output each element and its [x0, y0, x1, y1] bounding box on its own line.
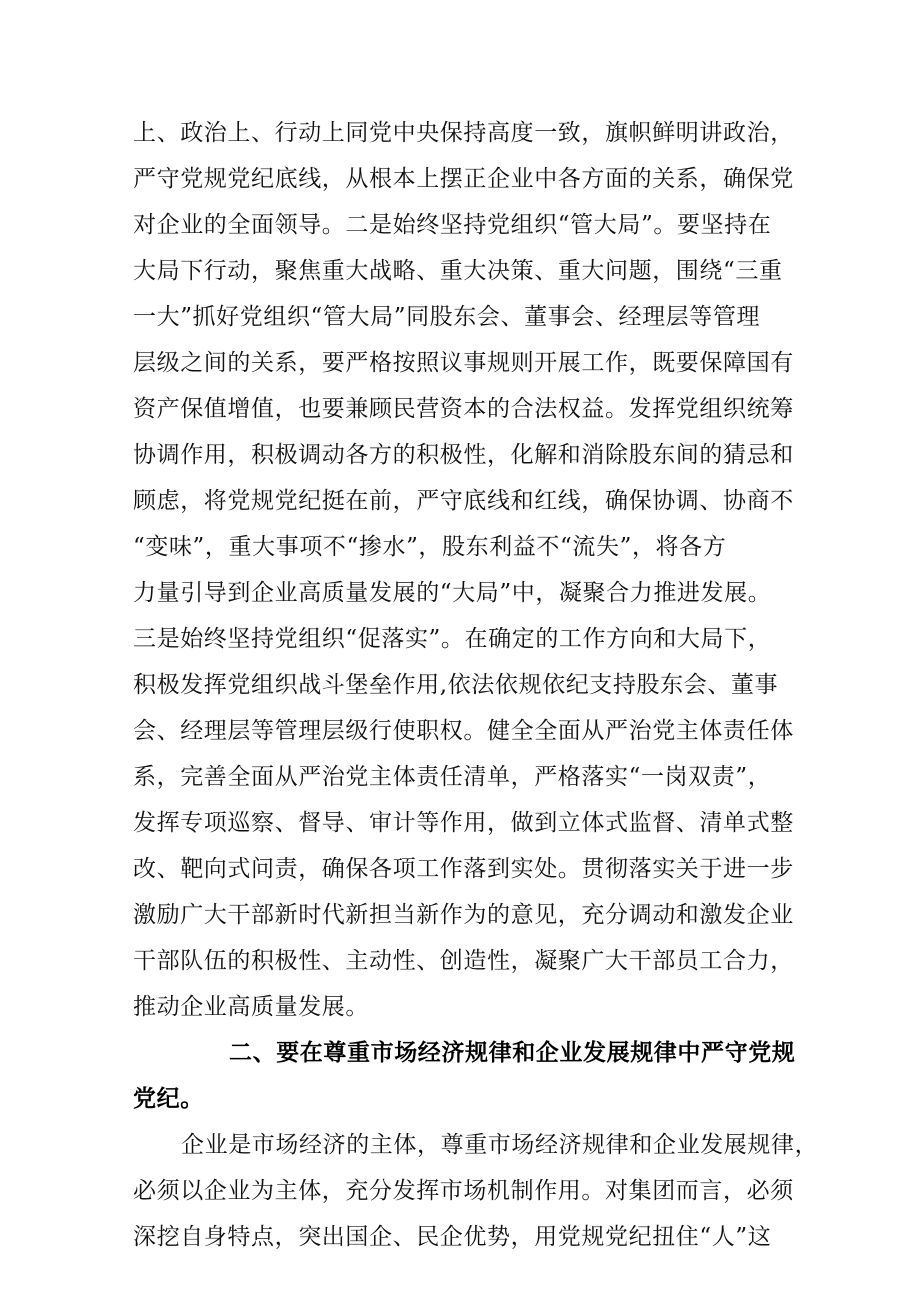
- text-line: 系，完善全面从严治党主体责任清单，严格落实“一岗双责”，: [133, 764, 772, 790]
- text-line: 协调作用，积极调动各方的积极性，化解和消除股东间的猜忌和: [133, 442, 794, 468]
- text-line: 三是始终坚持党组织“促落实”。在确定的工作方向和大局下，: [133, 626, 772, 652]
- text-line: 积极发挥党组织战斗堡垒作用,依法依规依纪支持股东会、董事: [133, 672, 779, 698]
- text-line: 会、经理层等管理层级行使职权。健全全面从严治党主体责任体: [133, 718, 794, 744]
- text-line: 干部队伍的积极性、主动性、创造性，凝聚广大干部员工合力，: [133, 948, 794, 974]
- text-line: 严守党规党纪底线，从根本上摆正企业中各方面的关系，确保党: [133, 166, 794, 192]
- paragraph-1: [133, 110, 793, 1030]
- section-heading: [133, 1030, 796, 1122]
- text-line: 资产保值增值，也要兼顾民营资本的合法权益。发挥党组织统筹: [133, 396, 794, 422]
- text-line: 发挥专项巡察、督导、审计等作用，做到立体式监督、清单式整: [133, 810, 794, 836]
- text-line: 力量引导到企业高质量发展的“大局”中，凝聚合力推进发展。: [133, 580, 772, 606]
- text-line: 对企业的全面领导。二是始终坚持党组织“管大局”。要坚持在: [133, 212, 772, 238]
- heading-line: 党纪。: [133, 1086, 204, 1112]
- text-line: 企业是市场经济的主体，尊重市场经济规律和企业发展规律，: [181, 1132, 819, 1158]
- text-line: 一大”抓好党组织“管大局”同股东会、董事会、经理层等管理: [133, 304, 761, 330]
- text-line: 改、靶向式问责，确保各项工作落到实处。贯彻落实关于进一步: [133, 856, 794, 882]
- text-line: 大局下行动，聚焦重大战略、重大决策、重大问题，围绕“三重: [133, 258, 783, 284]
- text-line: “变味”，重大事项不“掺水”，股东利益不“流失”，将各方: [133, 534, 727, 560]
- text-line: 顾虑，将党规党纪挺在前，严守底线和红线，确保协调、协商不: [133, 488, 794, 514]
- text-line: 深挖自身特点，突出国企、民企优势，用党规党纪扭住“人”这: [133, 1224, 772, 1250]
- text-line: 层级之间的关系，要严格按照议事规则开展工作，既要保障国有: [133, 350, 794, 376]
- paragraph-2: [133, 1122, 819, 1260]
- heading-line: 二、要在尊重市场经济规律和企业发展规律中严守党规: [229, 1040, 796, 1066]
- text-line: 必须以企业为主体，充分发挥市场机制作用。对集团而言，必须: [133, 1178, 794, 1204]
- text-line: 激励广大干部新时代新担当新作为的意见，充分调动和激发企业: [133, 902, 794, 928]
- text-line: 推动企业高质量发展。: [133, 994, 369, 1020]
- document-body: [133, 110, 819, 1260]
- text-line: 上、政治上、行动上同党中央保持高度一致，旗帜鲜明讲政治，: [133, 120, 794, 146]
